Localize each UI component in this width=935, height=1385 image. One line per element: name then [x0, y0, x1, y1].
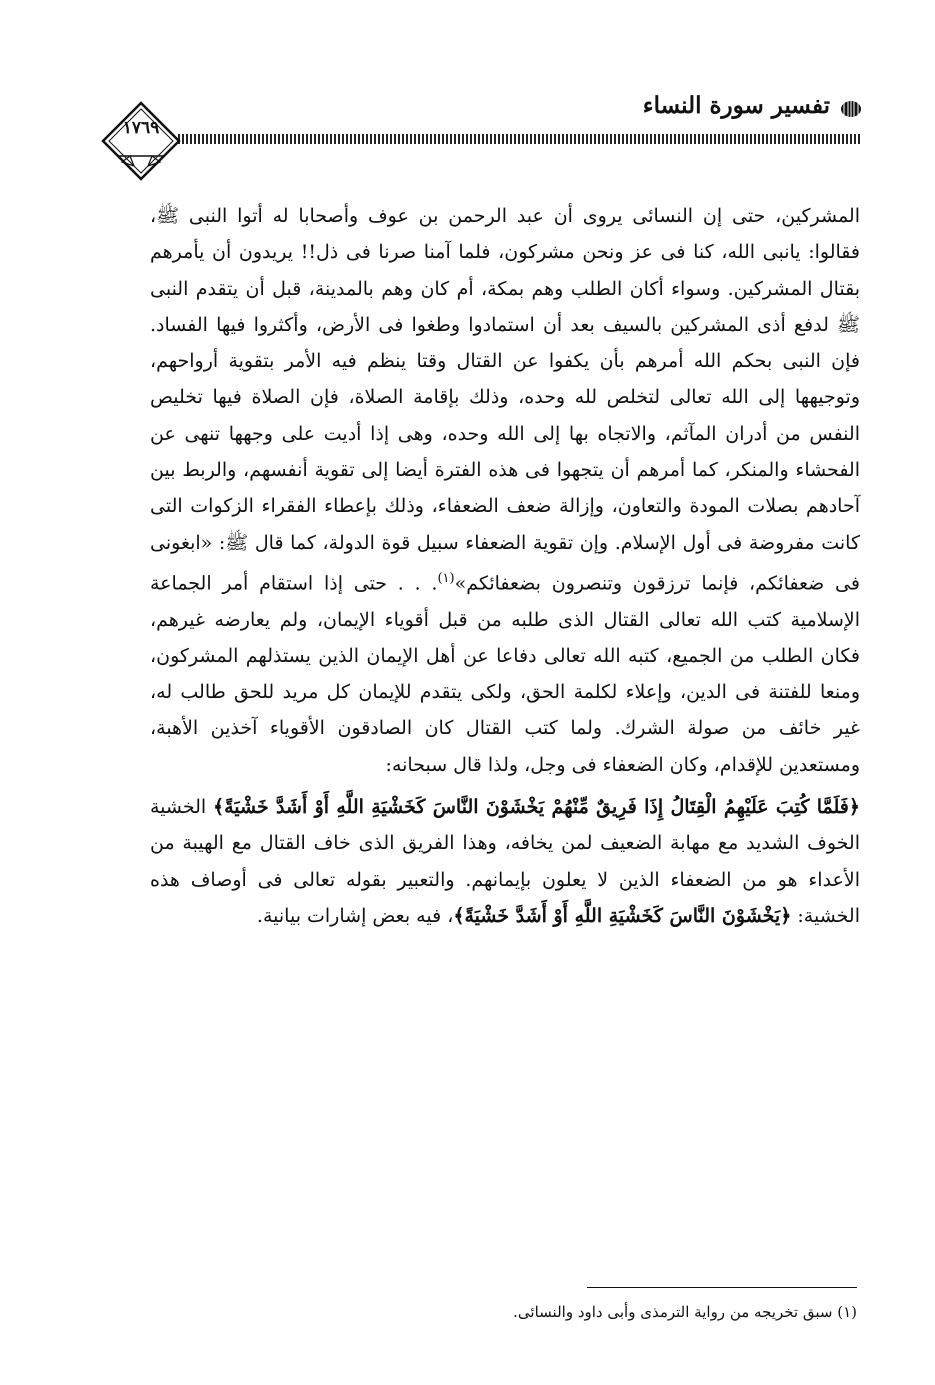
- page-header: [100, 90, 870, 190]
- paragraph-2-text: الخشية الخوف الشديد مع مهابة الضعيف لمن يخافه، وهذا الفريق الذى خاف القتال مع الهيبة من الأعداء هو من الضعفاء الذين لا يعلون بإيمانهم. والتعبير بقوله تعالى فى أوصاف هذه الخشية:: [150, 796, 860, 927]
- body-text: [150, 198, 860, 934]
- quran-open-bracket: ﴿: [848, 796, 860, 819]
- footnote-reference: (١): [437, 570, 455, 586]
- page-number: ١٧٦٩: [122, 118, 160, 138]
- quran-verse-2: يَخْشَوْنَ النَّاسَ كَخَشْيَةِ اللَّهِ أَوْ أَشَدَّ خَشْيَةً: [464, 904, 781, 927]
- quran-close-bracket: ﴾: [212, 796, 225, 819]
- footnote-divider: [587, 1287, 857, 1288]
- paragraph-2: [150, 789, 860, 934]
- quran-verse: فَلَمَّا كُتِبَ عَلَيْهِمُ الْقِتَالُ إِذَا فَرِيقٌ مِّنْهُمْ يَخْشَوْنَ النَّاسَ كَخَشْيَةِ اللَّهِ أَوْ أَشَدَّ خَشْيَةً: [224, 796, 849, 819]
- page-number-badge: [100, 100, 182, 182]
- footnote: (١) سبق تخريجه من رواية الترمذى وأبى داود والنسائى.: [513, 1303, 857, 1321]
- paragraph-1: [150, 198, 860, 783]
- paragraph-1-text: المشركين، حتى إن النسائى يروى أن عبد الرحمن بن عوف وأصحابا له أتوا النبى ﷺ، فقالوا: يانبى الله، كنا فى عز ونحن مشركون، فلما آمنا صرنا فى ذل!! يريدون أن يأمرهم بقتال المشركين. وسواء أكان الطلب وهم بمكة، أم كان وهم بالمدينة، قبل أن يتقدم النبى ﷺ لدفع أذى المشركين بالسيف بعد أن استمادوا وطغوا فى الأرض، وأكثروا فيها الفساد. فإن النبى بحكم الله أمرهم بأن يكفوا عن القتال وقتا ينظم فيه الأمر بتقوية أرواحهم، وتوجيهها إلى الله تعالى لتخلص لله وحده، وذلك بإقامة الصلاة، فإن الصلاة فيها تخليص النفس من أدران المآثم، والاتجاه بها إلى الله وحده، وهى إذا أديت على وجهها تنهى عن الفحشاء والمنكر، كما أمرهم أن يتجهوا فى هذه الفترة أيضا إلى تقوية أنفسهم، والربط بين آحادهم بصلات المودة والتعاون، وإزالة ضعف الضعفاء، وذلك بإعطاء الفقراء الزكوات التى كانت مفروضة فى أول الإسلام. وإن تقوية الضعفاء سبيل قوة الدولة، كما قال ﷺ: «ابغونى فى ضعفائكم، فإنما ترزقون وتنصرون بضعفائكم»: [150, 205, 860, 595]
- paragraph-1-continuation: . . . حتى إذا استقام أمر الجماعة الإسلامية كتب الله تعالى القتال الذى طلبه من قبل أقوياء الإيمان، ولم يعارضه غيرهم، فكان الطلب من الجميع، كتبه الله تعالى دفاعا عن أهل الإيمان الذين يستذلهم المشركون، ومنعا للفتنة فى الدين، وإعلاء لكلمة الحق، ولكى يتقدم للإيمان كل مريد للحق طالب له، غير خائف من صولة الشرك. ولما كتب القتال كان الصادقون الأقوياء آخذين الأهبة، ومستعدين للإقدام، وكان الضعفاء فى وجل، ولذا قال سبحانه:: [150, 572, 860, 776]
- quran-open-bracket-2: ﴿: [780, 904, 792, 927]
- flower-ornament-icon: [840, 100, 862, 118]
- header-rule: [178, 134, 862, 144]
- running-title: تفسير سورة النساء: [642, 92, 830, 119]
- quran-close-bracket-2: ﴾: [453, 904, 465, 927]
- paragraph-2-end: ، فيه بعض إشارات بيانية.: [256, 904, 454, 927]
